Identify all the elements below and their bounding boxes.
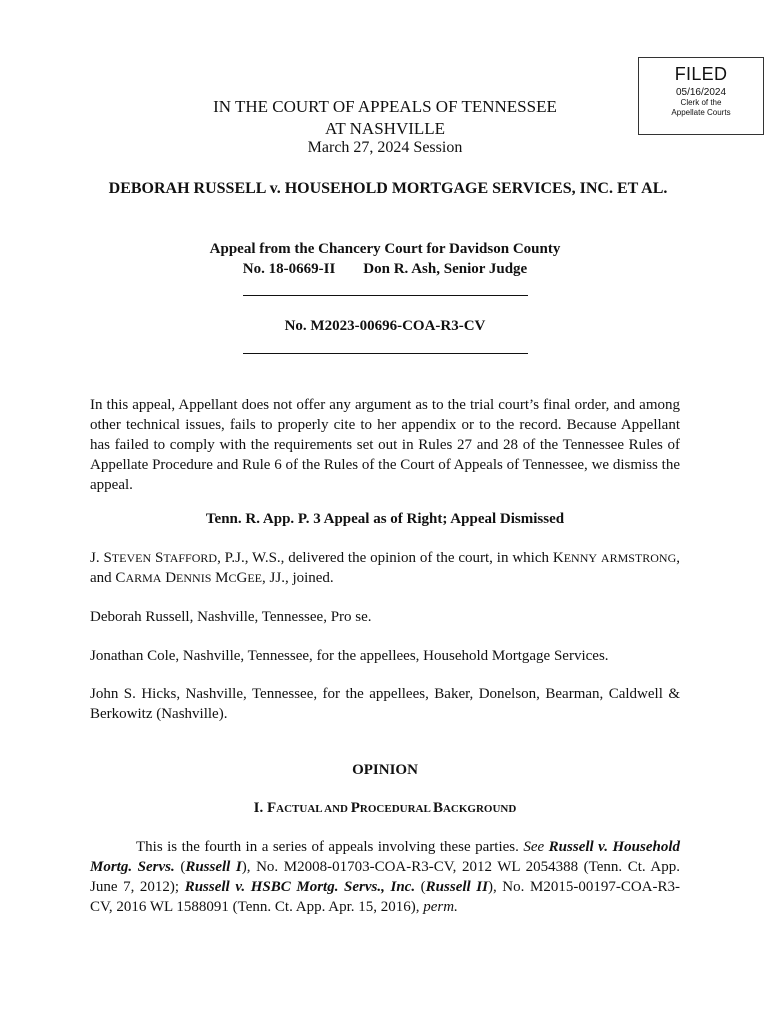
judge3-first: ARMA	[125, 571, 162, 585]
court-name: IN THE COURT OF APPEALS OF TENNESSEE	[213, 97, 557, 116]
filed-date: 05/16/2024	[675, 87, 727, 98]
counsel-appellee-2: John S. Hicks, Nashville, Tennessee, for the appellees, Baker, Donelson, Bearman, Caldwell & Berkowitz (Nashville).	[90, 686, 680, 722]
author-initial: J. S	[90, 550, 112, 566]
docket-number: No. M2023-00696-COA-R3-CV	[284, 318, 486, 334]
section-word-2: ROCEDURAL	[359, 803, 433, 815]
divider-top	[243, 295, 528, 296]
clerk-line-1: Clerk of the	[680, 98, 722, 107]
judge3-last-c: G	[236, 570, 248, 586]
judge2-first: ENNY	[563, 551, 598, 565]
perm-text: perm.	[423, 899, 458, 915]
clerk-line-2: Appellate Courts	[671, 108, 731, 117]
signal-see: See	[523, 839, 545, 855]
short-name-2: Russell II	[425, 879, 488, 895]
section-b: B	[432, 800, 443, 816]
trial-info	[80, 259, 690, 279]
section-word-1: ACTUAL AND	[276, 803, 351, 815]
filed-label: FILED	[674, 64, 728, 84]
judge3-last-a: M	[215, 570, 229, 586]
counsel-appellant: Deborah Russell, Nashville, Tennessee, Pro se.	[90, 609, 372, 625]
court-heading	[80, 96, 690, 140]
body-text-1: This is the fourth in a series of appeals involving these parties.	[136, 839, 524, 855]
case-citation-1: Russell v. Household Mortg. Servs.	[90, 839, 681, 875]
session-date: March 27, 2024 Session	[307, 139, 463, 156]
judge2-initial: K	[552, 550, 564, 566]
body-paragraph	[90, 837, 680, 917]
case-caption: DEBORAH RUSSELL v. HOUSEHOLD MORTGAGE SERVICES, INC. ET AL.	[108, 180, 668, 197]
judges-closing: , JJ., joined.	[262, 570, 334, 586]
case-citation-2: Russell v. HSBC Mortg. Servs., Inc.	[184, 879, 416, 895]
citation-1: ), No. M2008-01703-COA-R3-CV, 2012 WL 2054388 (Tenn. Ct. App. June 7, 2012);	[90, 859, 680, 895]
court-location: AT NASHVILLE	[324, 119, 446, 138]
holding-line: Tenn. R. App. P. 3 Appeal as of Right; Appeal Dismissed	[205, 511, 565, 527]
trial-judge: Don R. Ash, Senior Judge	[363, 261, 528, 277]
judges-connector: , and	[90, 550, 681, 586]
appeal-info	[80, 239, 690, 279]
section-word-3: ACKGROUND	[442, 803, 517, 815]
author-last-initial: S	[155, 550, 164, 566]
citation-2: ), No. M2015-00197-COA-R3-CV, 2016 WL 1588091 (Tenn. Ct. App. Apr. 15, 2016),	[90, 879, 680, 915]
section-p: P	[350, 800, 360, 816]
summary-paragraph: In this appeal, Appellant does not offer any argument as to the trial court’s final order, and among other technical issues, fails to properly cite to her appendix or to the record. Because Appellant has failed to comply with the requirements set out in Rules 27 and 28 of the Tennessee Rules of Appellate Procedure and Rule 6 of the Rules of the Court of Appeals of Tennessee, we dismiss the appeal.	[90, 397, 680, 493]
section-roman: I. F	[253, 800, 277, 816]
judge2-last: ARMSTRONG	[600, 551, 677, 565]
author-first: TEVEN	[111, 551, 152, 565]
counsel-appellee-1: Jonathan Cole, Nashville, Tennessee, for the appellees, Household Mortgage Services.	[90, 648, 609, 664]
opinion-heading: OPINION	[352, 762, 418, 778]
appeal-from: Appeal from the Chancery Court for Davidson County	[209, 241, 561, 257]
author-suffix: , P.J., W.S., delivered the opinion of the court, in which	[217, 550, 553, 566]
judge3-mid: ENNIS	[176, 571, 212, 585]
judge3-last-b: C	[228, 571, 237, 585]
divider-bottom	[243, 353, 528, 354]
author-last: TAFFORD	[163, 551, 218, 565]
short-name-1: Russell I	[185, 859, 242, 875]
section-heading	[90, 800, 680, 817]
judge3-initial: C	[115, 570, 126, 586]
short2-open: (	[415, 879, 426, 895]
judges-paragraph	[90, 548, 680, 588]
judge3-mid-initial: D	[165, 570, 177, 586]
judge3-last-d: EE	[247, 571, 263, 585]
trial-number: No. 18-0669-II	[242, 261, 336, 277]
short1-open: (	[174, 859, 186, 875]
